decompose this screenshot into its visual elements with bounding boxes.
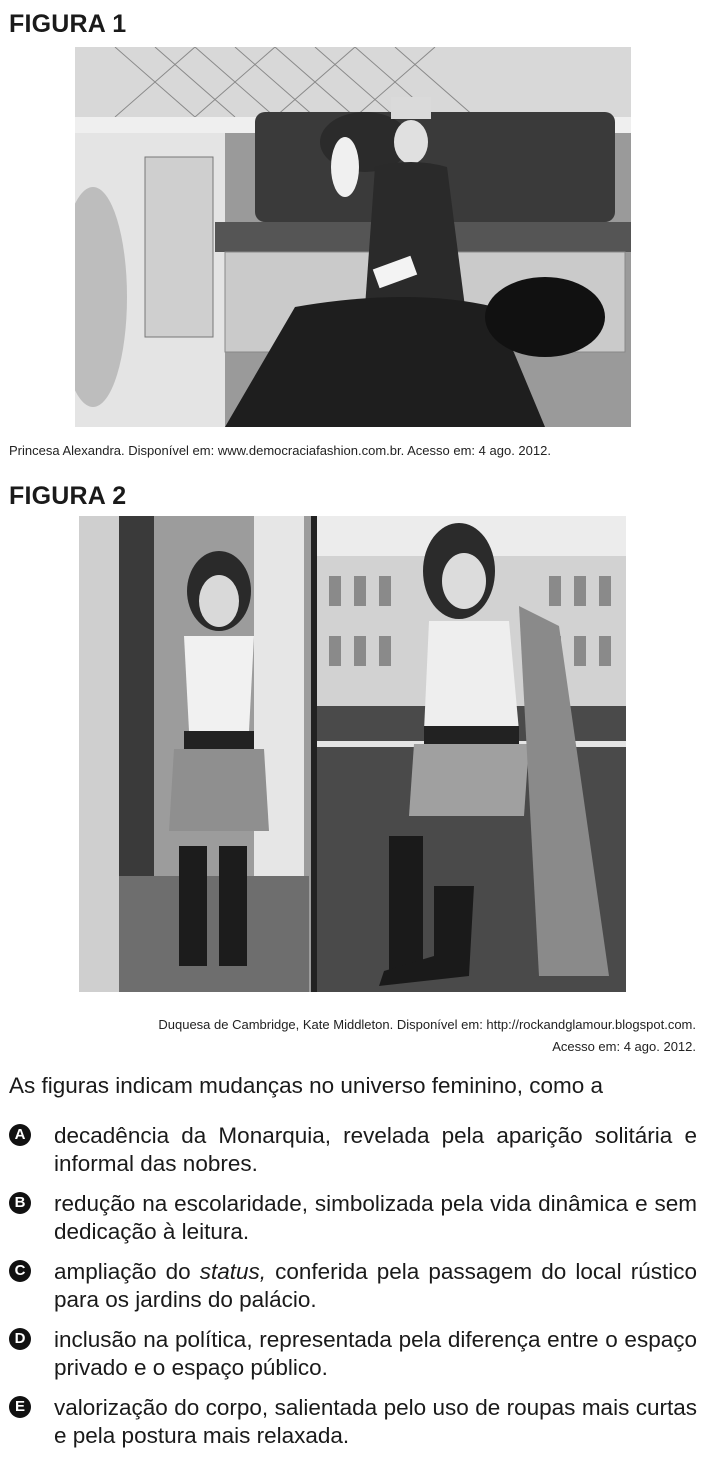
option-e[interactable] <box>9 1394 697 1450</box>
figure-1-caption: Princesa Alexandra. Disponível em: www.democraciafashion.com.br. Acesso em: 4 ago. 2012. <box>9 443 551 458</box>
option-a[interactable] <box>9 1122 697 1178</box>
figure-2-caption-line-1: Duquesa de Cambridge, Kate Middleton. Disponível em: http://rockandglamour.blogspot.com. <box>158 1017 696 1032</box>
option-b-badge: B <box>9 1192 31 1214</box>
option-c-text <box>54 1258 697 1314</box>
option-a-badge: A <box>9 1124 31 1146</box>
option-d-badge: D <box>9 1328 31 1350</box>
option-b-text: redução na escolaridade, simbolizada pela vida dinâmica e sem dedicação à leitura. <box>54 1191 697 1244</box>
option-b[interactable] <box>9 1190 697 1246</box>
figure-1-label: FIGURA 1 <box>9 10 127 38</box>
figure-2-photo <box>79 516 626 992</box>
option-c-badge: C <box>9 1260 31 1282</box>
figure-2-label: FIGURA 2 <box>9 482 127 510</box>
figure-1-photo <box>75 47 631 427</box>
option-d-text: inclusão na política, representada pela diferença entre o espaço privado e o espaço público. <box>54 1327 697 1380</box>
option-a-text: decadência da Monarquia, revelada pela aparição solitária e informal das nobres. <box>54 1123 697 1176</box>
option-c[interactable] <box>9 1258 697 1314</box>
option-c-text-after: conferida pela passagem do local rústico para os jardins do palácio. <box>54 1259 697 1312</box>
answer-options <box>9 1122 697 1462</box>
question-stem: As figuras indicam mudanças no universo feminino, como a <box>9 1073 604 1098</box>
figure-2-caption-line-2: Acesso em: 4 ago. 2012. <box>552 1039 696 1054</box>
option-e-text: valorização do corpo, salientada pelo uso de roupas mais curtas e pela postura mais relaxada. <box>54 1395 697 1448</box>
option-e-badge: E <box>9 1396 31 1418</box>
option-d[interactable] <box>9 1326 697 1382</box>
option-c-text-before: ampliação do <box>54 1259 200 1284</box>
option-c-text-italic: status, <box>199 1259 267 1284</box>
